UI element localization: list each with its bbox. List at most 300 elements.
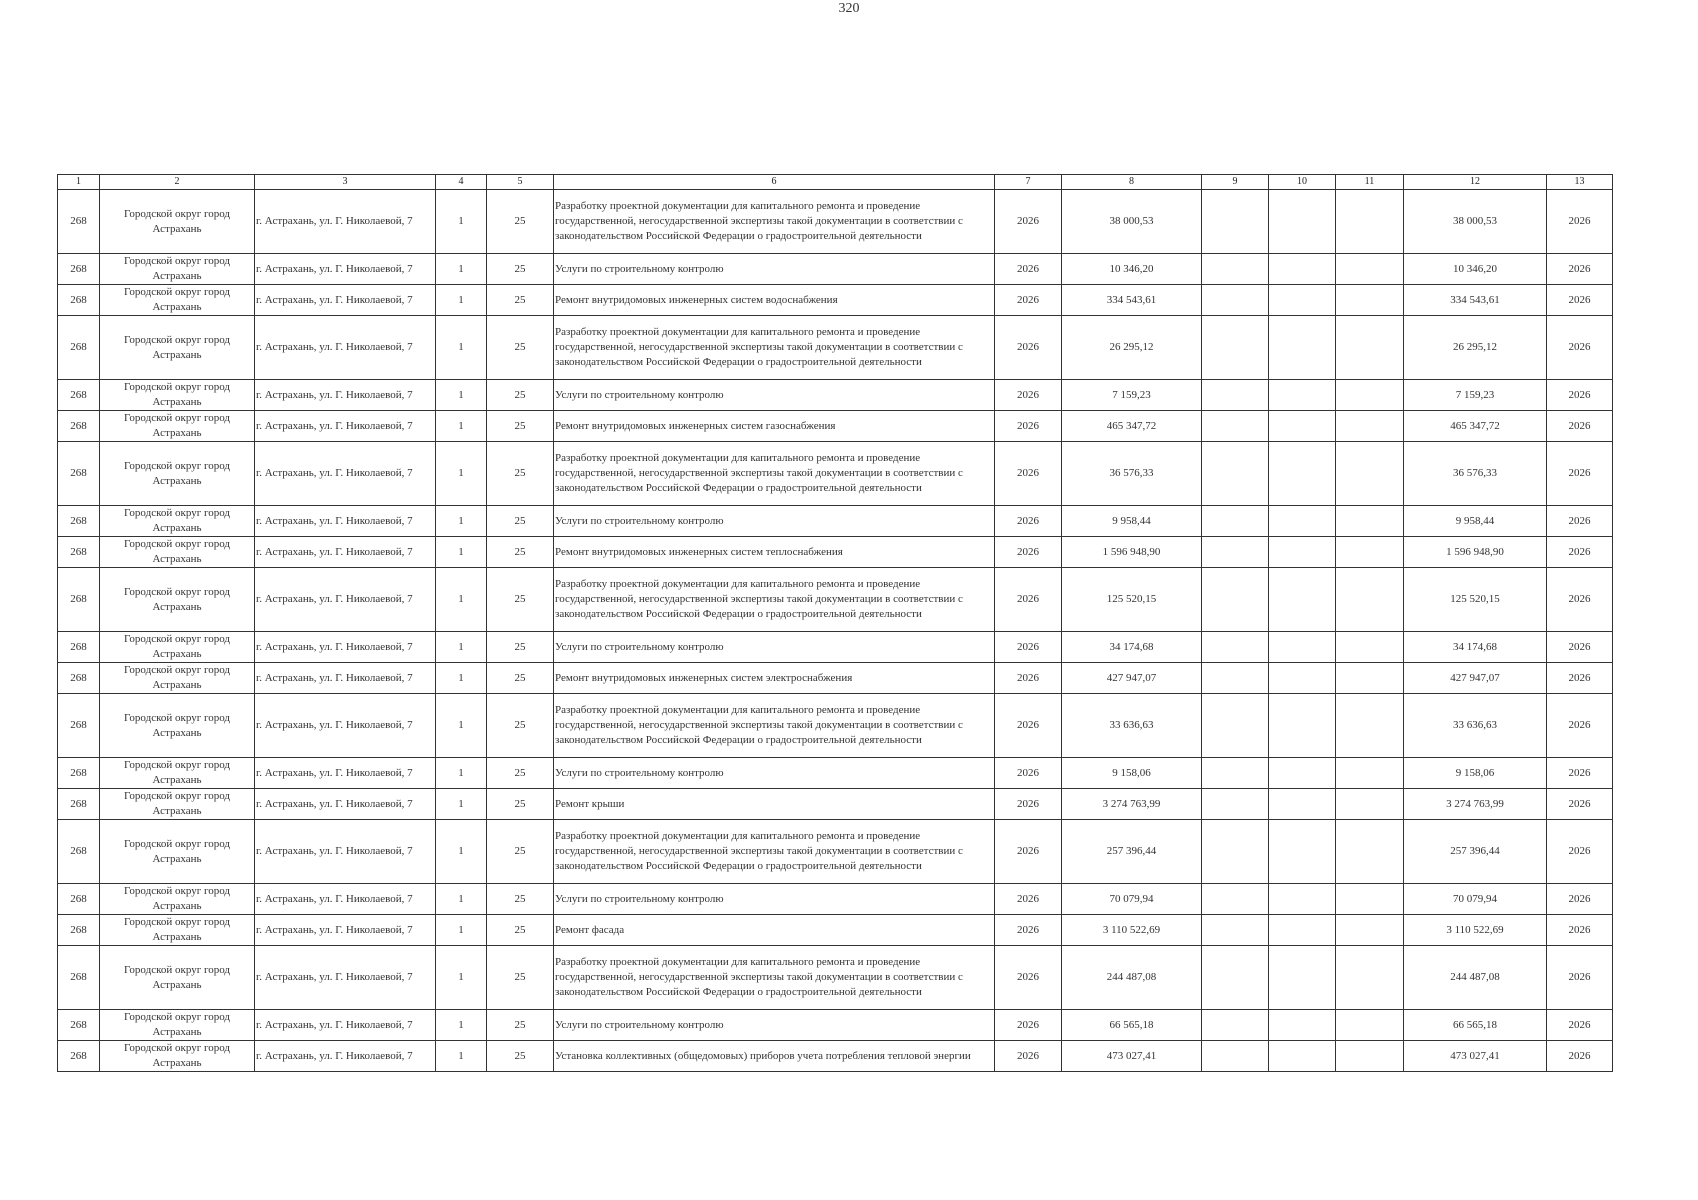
cell-address: г. Астрахань, ул. Г. Николаевой, 7 [255, 663, 436, 694]
cell-address: г. Астрахань, ул. Г. Николаевой, 7 [255, 915, 436, 946]
cell-cost: 34 174,68 [1062, 632, 1202, 663]
cell-total: 9 958,44 [1404, 506, 1547, 537]
cell-col11 [1336, 411, 1404, 442]
cell-col11 [1336, 694, 1404, 758]
cell-year: 2026 [995, 316, 1062, 380]
cell-work-type: Услуги по строительному контролю [554, 380, 995, 411]
cell-work-type: Ремонт внутридомовых инженерных систем водоснабжения [554, 285, 995, 316]
table-row [58, 1041, 1613, 1072]
table-row [58, 758, 1613, 789]
cell-year: 2026 [995, 1010, 1062, 1041]
cell-col4: 1 [436, 380, 487, 411]
cell-work-type: Разработку проектной документации для капитального ремонта и проведение государственной, негосударственной экспертизы такой документации в соответствии с законодательством Российской Федерации о градостроительной деятельности [554, 190, 995, 254]
cell-col9 [1202, 632, 1269, 663]
cell-number: 268 [58, 632, 100, 663]
cell-municipality: Городской округ город Астрахань [100, 442, 255, 506]
column-header: 1 [58, 175, 100, 190]
cell-col5: 25 [487, 820, 554, 884]
table-row [58, 789, 1613, 820]
cell-municipality: Городской округ город Астрахань [100, 285, 255, 316]
cell-year: 2026 [995, 285, 1062, 316]
cell-address: г. Астрахань, ул. Г. Николаевой, 7 [255, 442, 436, 506]
cell-col11 [1336, 915, 1404, 946]
column-header: 13 [1547, 175, 1613, 190]
cell-address: г. Астрахань, ул. Г. Николаевой, 7 [255, 1010, 436, 1041]
cell-col4: 1 [436, 190, 487, 254]
cell-year: 2026 [995, 190, 1062, 254]
table-row [58, 411, 1613, 442]
cell-work-type: Разработку проектной документации для капитального ремонта и проведение государственной, негосударственной экспертизы такой документации в соответствии с законодательством Российской Федерации о градостроительной деятельности [554, 946, 995, 1010]
cell-col5: 25 [487, 663, 554, 694]
column-header: 7 [995, 175, 1062, 190]
cell-completion-year: 2026 [1547, 1010, 1613, 1041]
cell-municipality: Городской округ город Астрахань [100, 789, 255, 820]
column-header: 3 [255, 175, 436, 190]
table-row [58, 820, 1613, 884]
cell-year: 2026 [995, 663, 1062, 694]
cell-work-type: Ремонт крыши [554, 789, 995, 820]
cell-municipality: Городской округ город Астрахань [100, 632, 255, 663]
cell-cost: 465 347,72 [1062, 411, 1202, 442]
cell-municipality: Городской округ город Астрахань [100, 694, 255, 758]
cell-address: г. Астрахань, ул. Г. Николаевой, 7 [255, 316, 436, 380]
cell-col9 [1202, 820, 1269, 884]
cell-total: 33 636,63 [1404, 694, 1547, 758]
cell-completion-year: 2026 [1547, 820, 1613, 884]
cell-col11 [1336, 380, 1404, 411]
cell-col10 [1269, 285, 1336, 316]
cell-year: 2026 [995, 820, 1062, 884]
cell-col5: 25 [487, 884, 554, 915]
cell-col5: 25 [487, 380, 554, 411]
cell-col10 [1269, 380, 1336, 411]
cell-total: 9 158,06 [1404, 758, 1547, 789]
cell-cost: 427 947,07 [1062, 663, 1202, 694]
cell-col5: 25 [487, 568, 554, 632]
cell-year: 2026 [995, 411, 1062, 442]
cell-col4: 1 [436, 316, 487, 380]
cell-col4: 1 [436, 663, 487, 694]
cell-col11 [1336, 758, 1404, 789]
column-header: 4 [436, 175, 487, 190]
cell-number: 268 [58, 789, 100, 820]
cell-completion-year: 2026 [1547, 568, 1613, 632]
cell-completion-year: 2026 [1547, 442, 1613, 506]
cell-col4: 1 [436, 789, 487, 820]
cell-cost: 26 295,12 [1062, 316, 1202, 380]
column-header: 6 [554, 175, 995, 190]
cell-year: 2026 [995, 632, 1062, 663]
table-row [58, 190, 1613, 254]
cell-cost: 9 158,06 [1062, 758, 1202, 789]
cell-address: г. Астрахань, ул. Г. Николаевой, 7 [255, 254, 436, 285]
cell-col5: 25 [487, 1041, 554, 1072]
cell-cost: 38 000,53 [1062, 190, 1202, 254]
cell-total: 70 079,94 [1404, 884, 1547, 915]
cell-total: 125 520,15 [1404, 568, 1547, 632]
cell-col11 [1336, 254, 1404, 285]
cell-col10 [1269, 190, 1336, 254]
column-header: 10 [1269, 175, 1336, 190]
cell-completion-year: 2026 [1547, 789, 1613, 820]
cell-cost: 70 079,94 [1062, 884, 1202, 915]
cell-year: 2026 [995, 442, 1062, 506]
cell-address: г. Астрахань, ул. Г. Николаевой, 7 [255, 568, 436, 632]
cell-year: 2026 [995, 254, 1062, 285]
table-row [58, 946, 1613, 1010]
column-header: 8 [1062, 175, 1202, 190]
cell-col4: 1 [436, 884, 487, 915]
cell-cost: 10 346,20 [1062, 254, 1202, 285]
cell-total: 257 396,44 [1404, 820, 1547, 884]
cell-total: 427 947,07 [1404, 663, 1547, 694]
cell-year: 2026 [995, 758, 1062, 789]
cell-col9 [1202, 694, 1269, 758]
table-header [58, 175, 1613, 190]
column-header: 2 [100, 175, 255, 190]
cell-completion-year: 2026 [1547, 1041, 1613, 1072]
cell-municipality: Городской округ город Астрахань [100, 411, 255, 442]
cell-col10 [1269, 506, 1336, 537]
cell-cost: 1 596 948,90 [1062, 537, 1202, 568]
cell-col9 [1202, 380, 1269, 411]
cell-cost: 244 487,08 [1062, 946, 1202, 1010]
cell-col4: 1 [436, 694, 487, 758]
cell-address: г. Астрахань, ул. Г. Николаевой, 7 [255, 820, 436, 884]
cell-work-type: Услуги по строительному контролю [554, 884, 995, 915]
cell-work-type: Ремонт фасада [554, 915, 995, 946]
cell-completion-year: 2026 [1547, 758, 1613, 789]
cell-col4: 1 [436, 1010, 487, 1041]
table-row [58, 537, 1613, 568]
cell-col10 [1269, 411, 1336, 442]
cell-col4: 1 [436, 946, 487, 1010]
cell-col10 [1269, 915, 1336, 946]
cell-total: 10 346,20 [1404, 254, 1547, 285]
cell-cost: 36 576,33 [1062, 442, 1202, 506]
cell-number: 268 [58, 1010, 100, 1041]
cell-total: 1 596 948,90 [1404, 537, 1547, 568]
cell-col10 [1269, 789, 1336, 820]
cell-total: 36 576,33 [1404, 442, 1547, 506]
cell-completion-year: 2026 [1547, 506, 1613, 537]
capital-repair-table [57, 174, 1613, 1072]
cell-col4: 1 [436, 632, 487, 663]
cell-col11 [1336, 820, 1404, 884]
cell-work-type: Разработку проектной документации для капитального ремонта и проведение государственной, негосударственной экспертизы такой документации в соответствии с законодательством Российской Федерации о градостроительной деятельности [554, 442, 995, 506]
cell-completion-year: 2026 [1547, 285, 1613, 316]
cell-address: г. Астрахань, ул. Г. Николаевой, 7 [255, 380, 436, 411]
cell-municipality: Городской округ город Астрахань [100, 254, 255, 285]
cell-col5: 25 [487, 1010, 554, 1041]
cell-col9 [1202, 254, 1269, 285]
cell-col11 [1336, 632, 1404, 663]
cell-col11 [1336, 789, 1404, 820]
cell-col5: 25 [487, 632, 554, 663]
cell-col10 [1269, 537, 1336, 568]
cell-col5: 25 [487, 758, 554, 789]
cell-address: г. Астрахань, ул. Г. Николаевой, 7 [255, 411, 436, 442]
cell-municipality: Городской округ город Астрахань [100, 190, 255, 254]
cell-year: 2026 [995, 1041, 1062, 1072]
cell-col5: 25 [487, 190, 554, 254]
cell-completion-year: 2026 [1547, 537, 1613, 568]
cell-municipality: Городской округ город Астрахань [100, 946, 255, 1010]
cell-total: 7 159,23 [1404, 380, 1547, 411]
cell-total: 334 543,61 [1404, 285, 1547, 316]
cell-address: г. Астрахань, ул. Г. Николаевой, 7 [255, 946, 436, 1010]
cell-year: 2026 [995, 694, 1062, 758]
table-row [58, 568, 1613, 632]
cell-cost: 7 159,23 [1062, 380, 1202, 411]
table-row [58, 254, 1613, 285]
cell-municipality: Городской округ город Астрахань [100, 1041, 255, 1072]
table-row [58, 1010, 1613, 1041]
cell-completion-year: 2026 [1547, 915, 1613, 946]
cell-col11 [1336, 316, 1404, 380]
cell-total: 3 110 522,69 [1404, 915, 1547, 946]
cell-col11 [1336, 506, 1404, 537]
cell-municipality: Городской округ город Астрахань [100, 506, 255, 537]
cell-address: г. Астрахань, ул. Г. Николаевой, 7 [255, 1041, 436, 1072]
cell-work-type: Установка коллективных (общедомовых) приборов учета потребления тепловой энергии [554, 1041, 995, 1072]
cell-year: 2026 [995, 884, 1062, 915]
cell-col4: 1 [436, 442, 487, 506]
cell-col10 [1269, 442, 1336, 506]
cell-municipality: Городской округ город Астрахань [100, 884, 255, 915]
cell-number: 268 [58, 663, 100, 694]
cell-col10 [1269, 316, 1336, 380]
column-header: 12 [1404, 175, 1547, 190]
cell-col10 [1269, 884, 1336, 915]
cell-number: 268 [58, 411, 100, 442]
cell-number: 268 [58, 506, 100, 537]
cell-address: г. Астрахань, ул. Г. Николаевой, 7 [255, 285, 436, 316]
cell-total: 465 347,72 [1404, 411, 1547, 442]
cell-total: 38 000,53 [1404, 190, 1547, 254]
cell-address: г. Астрахань, ул. Г. Николаевой, 7 [255, 884, 436, 915]
cell-col4: 1 [436, 915, 487, 946]
cell-col5: 25 [487, 316, 554, 380]
cell-total: 3 274 763,99 [1404, 789, 1547, 820]
cell-col11 [1336, 442, 1404, 506]
cell-col4: 1 [436, 758, 487, 789]
cell-municipality: Городской округ город Астрахань [100, 568, 255, 632]
cell-cost: 334 543,61 [1062, 285, 1202, 316]
cell-total: 473 027,41 [1404, 1041, 1547, 1072]
cell-completion-year: 2026 [1547, 254, 1613, 285]
cell-cost: 33 636,63 [1062, 694, 1202, 758]
cell-address: г. Астрахань, ул. Г. Николаевой, 7 [255, 758, 436, 789]
table-row [58, 442, 1613, 506]
cell-col10 [1269, 663, 1336, 694]
cell-number: 268 [58, 694, 100, 758]
cell-col4: 1 [436, 820, 487, 884]
cell-col9 [1202, 946, 1269, 1010]
cell-municipality: Городской округ город Астрахань [100, 663, 255, 694]
cell-completion-year: 2026 [1547, 884, 1613, 915]
cell-col9 [1202, 915, 1269, 946]
cell-col11 [1336, 537, 1404, 568]
cell-col4: 1 [436, 285, 487, 316]
cell-work-type: Услуги по строительному контролю [554, 758, 995, 789]
table-row [58, 884, 1613, 915]
cell-col11 [1336, 1041, 1404, 1072]
cell-col9 [1202, 663, 1269, 694]
cell-completion-year: 2026 [1547, 663, 1613, 694]
cell-work-type: Услуги по строительному контролю [554, 1010, 995, 1041]
cell-work-type: Разработку проектной документации для капитального ремонта и проведение государственной, негосударственной экспертизы такой документации в соответствии с законодательством Российской Федерации о градостроительной деятельности [554, 820, 995, 884]
cell-col5: 25 [487, 254, 554, 285]
table-row [58, 694, 1613, 758]
cell-col9 [1202, 1041, 1269, 1072]
cell-total: 34 174,68 [1404, 632, 1547, 663]
cell-number: 268 [58, 1041, 100, 1072]
cell-col9 [1202, 411, 1269, 442]
cell-col10 [1269, 694, 1336, 758]
cell-col9 [1202, 316, 1269, 380]
cell-address: г. Астрахань, ул. Г. Николаевой, 7 [255, 537, 436, 568]
cell-col5: 25 [487, 946, 554, 1010]
table-row [58, 285, 1613, 316]
cell-work-type: Разработку проектной документации для капитального ремонта и проведение государственной, негосударственной экспертизы такой документации в соответствии с законодательством Российской Федерации о градостроительной деятельности [554, 568, 995, 632]
cell-col10 [1269, 568, 1336, 632]
table-row [58, 663, 1613, 694]
cell-col10 [1269, 632, 1336, 663]
cell-number: 268 [58, 946, 100, 1010]
cell-work-type: Услуги по строительному контролю [554, 506, 995, 537]
cell-col4: 1 [436, 254, 487, 285]
cell-col5: 25 [487, 442, 554, 506]
cell-col9 [1202, 758, 1269, 789]
cell-completion-year: 2026 [1547, 190, 1613, 254]
cell-number: 268 [58, 190, 100, 254]
cell-work-type: Разработку проектной документации для капитального ремонта и проведение государственной, негосударственной экспертизы такой документации в соответствии с законодательством Российской Федерации о градостроительной деятельности [554, 316, 995, 380]
cell-cost: 3 274 763,99 [1062, 789, 1202, 820]
table-row [58, 632, 1613, 663]
table-row [58, 915, 1613, 946]
cell-col9 [1202, 537, 1269, 568]
cell-total: 26 295,12 [1404, 316, 1547, 380]
cell-number: 268 [58, 442, 100, 506]
column-header: 5 [487, 175, 554, 190]
cell-col11 [1336, 285, 1404, 316]
cell-col4: 1 [436, 506, 487, 537]
cell-col11 [1336, 884, 1404, 915]
cell-work-type: Ремонт внутридомовых инженерных систем электроснабжения [554, 663, 995, 694]
cell-year: 2026 [995, 537, 1062, 568]
table-body [58, 190, 1613, 1072]
cell-cost: 125 520,15 [1062, 568, 1202, 632]
cell-number: 268 [58, 316, 100, 380]
cell-number: 268 [58, 380, 100, 411]
cell-col9 [1202, 442, 1269, 506]
cell-completion-year: 2026 [1547, 411, 1613, 442]
cell-col11 [1336, 190, 1404, 254]
cell-work-type: Услуги по строительному контролю [554, 632, 995, 663]
cell-col5: 25 [487, 789, 554, 820]
cell-municipality: Городской округ город Астрахань [100, 1010, 255, 1041]
cell-number: 268 [58, 915, 100, 946]
cell-number: 268 [58, 285, 100, 316]
header-row [58, 175, 1613, 190]
cell-col11 [1336, 1010, 1404, 1041]
cell-col4: 1 [436, 1041, 487, 1072]
cell-address: г. Астрахань, ул. Г. Николаевой, 7 [255, 190, 436, 254]
cell-col4: 1 [436, 411, 487, 442]
cell-total: 244 487,08 [1404, 946, 1547, 1010]
cell-col9 [1202, 285, 1269, 316]
cell-year: 2026 [995, 946, 1062, 1010]
cell-municipality: Городской округ город Астрахань [100, 316, 255, 380]
cell-number: 268 [58, 820, 100, 884]
cell-col5: 25 [487, 506, 554, 537]
table-row [58, 380, 1613, 411]
cell-year: 2026 [995, 380, 1062, 411]
table-row [58, 316, 1613, 380]
cell-col9 [1202, 506, 1269, 537]
cell-completion-year: 2026 [1547, 694, 1613, 758]
cell-year: 2026 [995, 506, 1062, 537]
cell-number: 268 [58, 537, 100, 568]
cell-number: 268 [58, 568, 100, 632]
cell-address: г. Астрахань, ул. Г. Николаевой, 7 [255, 506, 436, 537]
cell-col10 [1269, 254, 1336, 285]
cell-col10 [1269, 758, 1336, 789]
cell-col9 [1202, 190, 1269, 254]
table-row [58, 506, 1613, 537]
cell-completion-year: 2026 [1547, 632, 1613, 663]
cell-col10 [1269, 1041, 1336, 1072]
cell-address: г. Астрахань, ул. Г. Николаевой, 7 [255, 789, 436, 820]
cell-year: 2026 [995, 568, 1062, 632]
cell-address: г. Астрахань, ул. Г. Николаевой, 7 [255, 694, 436, 758]
cell-municipality: Городской округ город Астрахань [100, 820, 255, 884]
cell-cost: 257 396,44 [1062, 820, 1202, 884]
cell-col4: 1 [436, 537, 487, 568]
cell-number: 268 [58, 884, 100, 915]
cell-cost: 473 027,41 [1062, 1041, 1202, 1072]
cell-cost: 9 958,44 [1062, 506, 1202, 537]
cell-col10 [1269, 820, 1336, 884]
cell-address: г. Астрахань, ул. Г. Николаевой, 7 [255, 632, 436, 663]
cell-year: 2026 [995, 915, 1062, 946]
cell-col9 [1202, 568, 1269, 632]
cell-completion-year: 2026 [1547, 946, 1613, 1010]
cell-work-type: Ремонт внутридомовых инженерных систем газоснабжения [554, 411, 995, 442]
cell-year: 2026 [995, 789, 1062, 820]
cell-municipality: Городской округ город Астрахань [100, 537, 255, 568]
cell-col5: 25 [487, 537, 554, 568]
cell-col9 [1202, 789, 1269, 820]
cell-col11 [1336, 663, 1404, 694]
cell-completion-year: 2026 [1547, 380, 1613, 411]
cell-col5: 25 [487, 915, 554, 946]
cell-col9 [1202, 884, 1269, 915]
cell-cost: 3 110 522,69 [1062, 915, 1202, 946]
cell-col11 [1336, 946, 1404, 1010]
cell-municipality: Городской округ город Астрахань [100, 915, 255, 946]
cell-col9 [1202, 1010, 1269, 1041]
cell-completion-year: 2026 [1547, 316, 1613, 380]
cell-work-type: Разработку проектной документации для капитального ремонта и проведение государственной, негосударственной экспертизы такой документации в соответствии с законодательством Российской Федерации о градостроительной деятельности [554, 694, 995, 758]
cell-municipality: Городской округ город Астрахань [100, 758, 255, 789]
cell-cost: 66 565,18 [1062, 1010, 1202, 1041]
cell-col5: 25 [487, 285, 554, 316]
cell-work-type: Услуги по строительному контролю [554, 254, 995, 285]
cell-work-type: Ремонт внутридомовых инженерных систем теплоснабжения [554, 537, 995, 568]
column-header: 9 [1202, 175, 1269, 190]
